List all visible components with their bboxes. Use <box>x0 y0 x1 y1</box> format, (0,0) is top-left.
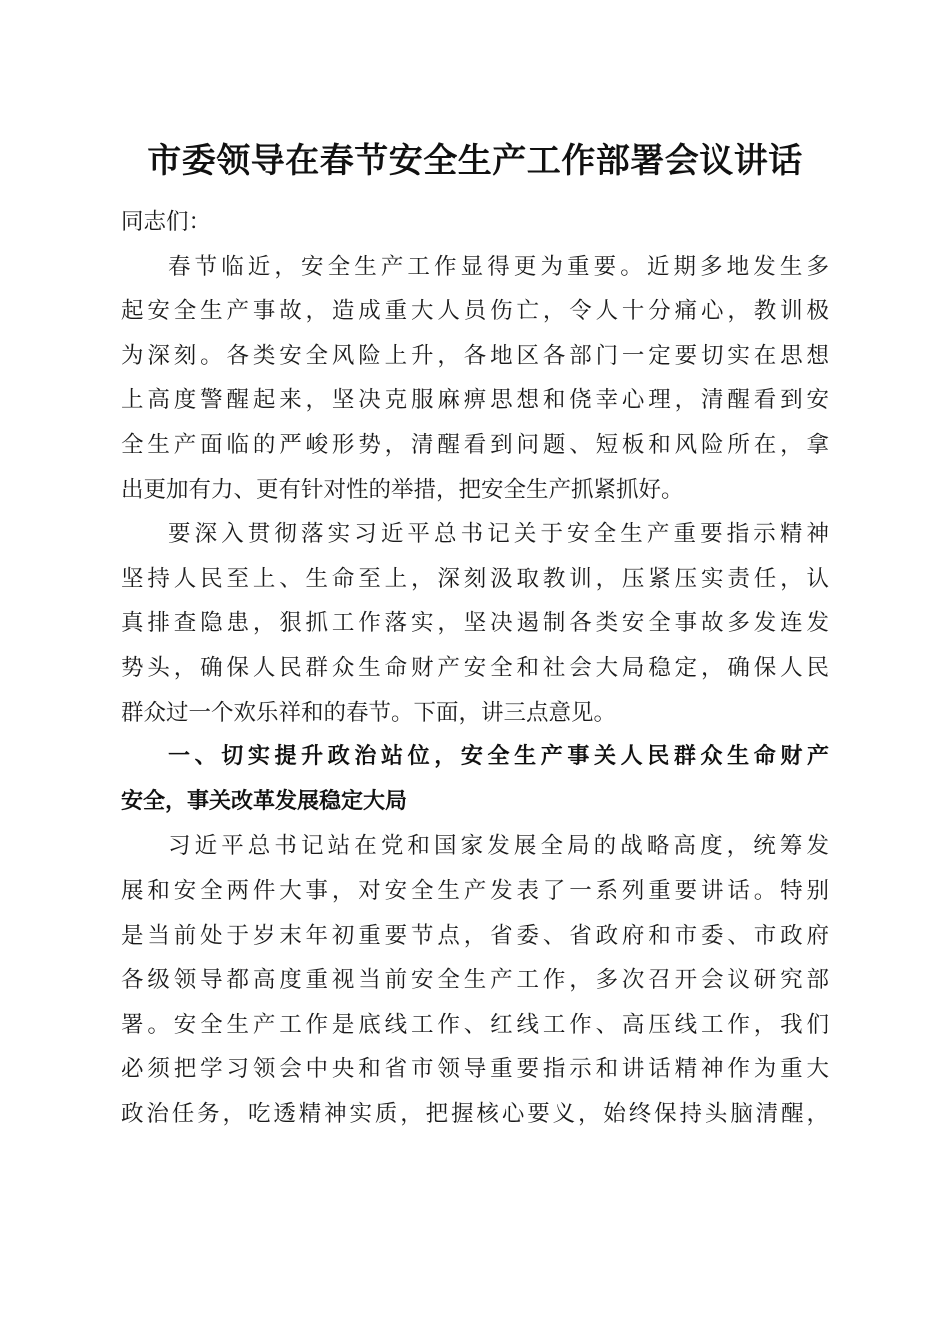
paragraph-line: 署。安全生产工作是底线工作、红线工作、高压线工作，我们 <box>121 1011 829 1038</box>
paragraph-line: 上高度警醒起来，坚决克服麻痹思想和侥幸心理，清醒看到安 <box>121 387 829 414</box>
paragraph-line: 习近平总书记站在党和国家发展全局的战略高度，统筹发 <box>168 833 829 860</box>
paragraph-line: 必须把学习领会中央和省市领导重要指示和讲话精神作为重大 <box>121 1056 829 1083</box>
paragraph-line: 要深入贯彻落实习近平总书记关于安全生产重要指示精神 <box>168 521 829 548</box>
heading-line: 一、切实提升政治站位，安全生产事关人民群众生命财产 <box>168 744 829 770</box>
paragraph-line: 真排查隐患，狠抓工作落实，坚决遏制各类安全事故多发连发 <box>121 610 829 637</box>
salutation: 同志们： <box>121 209 212 235</box>
paragraph-line: 坚持人民至上、生命至上，深刻汲取教训，压紧压实责任，认 <box>121 565 829 592</box>
paragraph-line: 全生产面临的严峻形势，清醒看到问题、短板和风险所在，拿 <box>121 431 829 458</box>
paragraph-line: 为深刻。各类安全风险上升，各地区各部门一定要切实在思想 <box>121 342 829 369</box>
document-body <box>121 200 829 1136</box>
paragraph-1 <box>121 245 829 513</box>
section-heading-1 <box>121 735 829 824</box>
document-title: 市委领导在春节安全生产工作部署会议讲话 <box>147 141 803 181</box>
paragraph-line: 起安全生产事故，造成重大人员伤亡，令人十分痛心，教训极 <box>121 298 829 325</box>
paragraph-line: 群众过一个欢乐祥和的春节。下面，讲三点意见。 <box>121 699 617 726</box>
heading-line: 安全，事关改革发展稳定大局 <box>121 788 408 814</box>
paragraph-line: 是当前处于岁末年初重要节点，省委、省政府和市委、市政府 <box>121 922 829 949</box>
paragraph-3 <box>121 824 829 1136</box>
paragraph-line: 展和安全两件大事，对安全生产发表了一系列重要讲话。特别 <box>121 877 829 904</box>
paragraph-2 <box>121 512 829 735</box>
paragraph-line: 春节临近，安全生产工作显得更为重要。近期多地发生多 <box>168 253 829 280</box>
paragraph-line: 出更加有力、更有针对性的举措，把安全生产抓紧抓好。 <box>121 476 684 503</box>
paragraph-line: 各级领导都高度重视当前安全生产工作，多次召开会议研究部 <box>121 967 829 994</box>
paragraph-line: 政治任务，吃透精神实质，把握核心要义，始终保持头脑清醒， <box>121 1100 829 1127</box>
paragraph-line: 势头，确保人民群众生命财产安全和社会大局稳定，确保人民 <box>121 654 829 681</box>
